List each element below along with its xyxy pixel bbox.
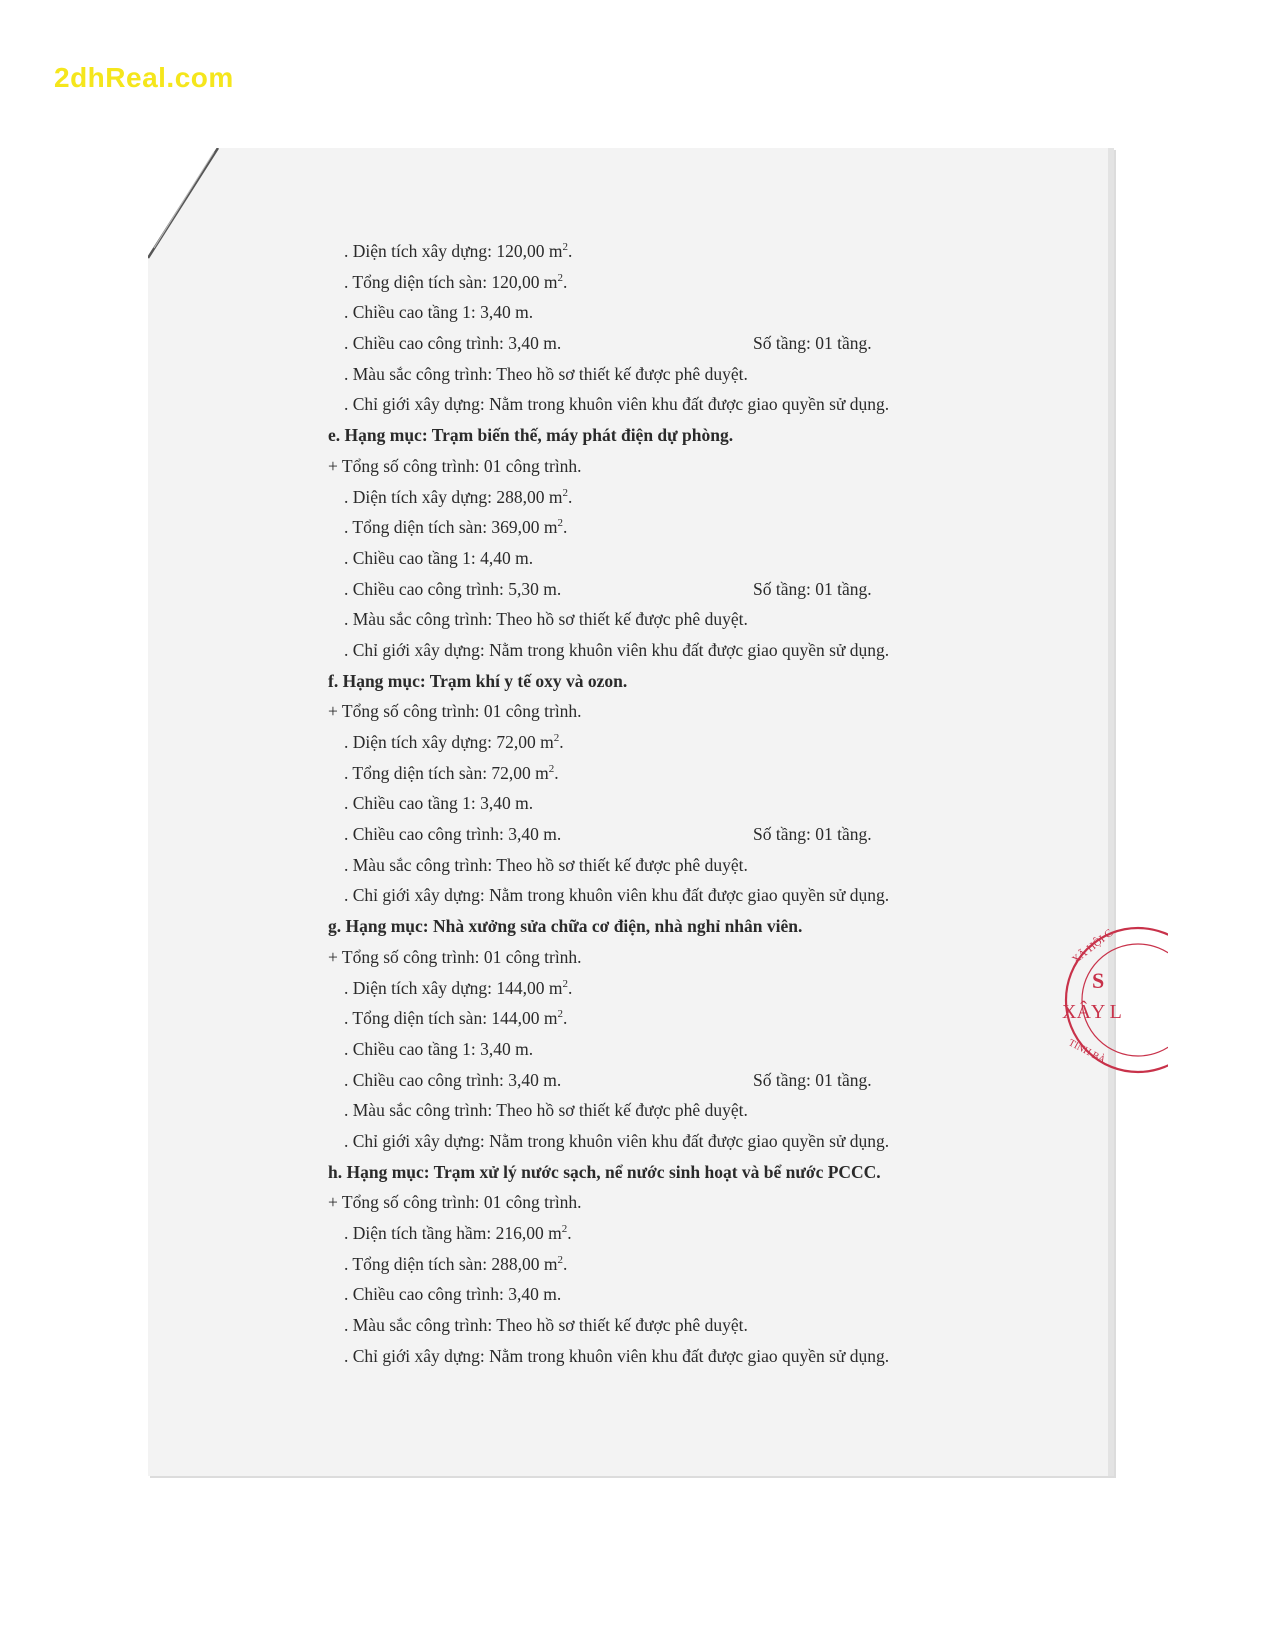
unit-superscript: 2 [553, 732, 560, 745]
spec-text: . Chỉ giới xây dựng: Nằm trong khuôn viên khu đất được giao quyền sử dụng. [344, 1345, 890, 1366]
unit-superscript: 2 [562, 486, 568, 499]
spec-line [328, 973, 1028, 1004]
stamp-letter: S [1092, 968, 1105, 993]
spec-text: . Tổng diện tích sàn: 144,00 m [344, 1008, 558, 1029]
spec-line [328, 1279, 1028, 1310]
document-body [328, 236, 1028, 1371]
stamp-text-mid: XÂY L [1062, 1001, 1122, 1023]
stamp-text-top: XÃ HỘI C [1069, 927, 1116, 967]
unit-superscript: 2 [561, 1223, 568, 1236]
spec-line [328, 1034, 1028, 1065]
section-total-count: + Tổng số công trình: 01 công trình. [328, 1192, 582, 1213]
unit-superscript: 2 [557, 1008, 564, 1021]
unit-superscript: 2 [557, 1253, 564, 1266]
spec-text: . Màu sắc công trình: Theo hồ sơ thiết kế được phê duyệt. [344, 363, 748, 384]
unit-superscript: 2 [557, 271, 564, 284]
spec-line [328, 1218, 1028, 1249]
spec-line [328, 1341, 1028, 1372]
unit-superscript: 2 [557, 517, 564, 530]
spec-text: . Chỉ giới xây dựng: Nằm trong khuôn viên khu đất được giao quyền sử dụng. [344, 885, 890, 906]
spec-text: . Màu sắc công trình: Theo hồ sơ thiết kế được phê duyệt. [344, 609, 748, 630]
spec-line [328, 788, 1028, 819]
section-heading: h. Hạng mục: Trạm xử lý nước sạch, nể nước sinh hoạt và bể nước PCCC. [328, 1161, 881, 1182]
spec-text: . Tổng diện tích sàn: 120,00 m [344, 271, 558, 292]
section-heading: f. Hạng mục: Trạm khí y tế oxy và ozon. [328, 670, 628, 691]
spec-line [328, 1126, 1028, 1157]
spec-text: . Màu sắc công trình: Theo hồ sơ thiết kế được phê duyệt. [344, 854, 748, 875]
line-end-punct: . [554, 762, 559, 783]
unit-superscript: 2 [548, 762, 555, 775]
spec-text: . Chỉ giới xây dựng: Nằm trong khuôn viên khu đất được giao quyền sử dụng. [344, 639, 890, 660]
spec-line [328, 604, 1028, 635]
spec-line [328, 543, 1028, 574]
spec-text: . Màu sắc công trình: Theo hồ sơ thiết kế được phê duyệt. [344, 1315, 748, 1336]
spec-line [328, 482, 1028, 513]
spec-text: . Chiều cao công trình: 3,40 m. [344, 824, 562, 845]
spec-line [328, 236, 1028, 267]
spec-text: . Chiều cao tầng 1: 3,40 m. [344, 302, 534, 323]
spec-line [328, 1249, 1028, 1280]
line-end-punct: . [563, 1253, 568, 1274]
section-total-count: + Tổng số công trình: 01 công trình. [328, 455, 582, 476]
spec-text: . Tổng diện tích sàn: 72,00 m [344, 762, 549, 783]
floor-count: Số tầng: 01 tầng. [753, 578, 872, 599]
line-end-punct: . [567, 1223, 572, 1243]
spec-text: . Chiều cao công trình: 3,40 m. [344, 1284, 562, 1305]
spec-text: . Chiều cao công trình: 3,40 m. [344, 1069, 562, 1090]
line-end-punct: . [568, 241, 573, 261]
spec-text: . Chiều cao tầng 1: 3,40 m. [344, 793, 534, 814]
spec-line [328, 1065, 1028, 1096]
spec-text: . Chiều cao tầng 1: 3,40 m. [344, 1038, 534, 1059]
line-end-punct: . [563, 517, 568, 538]
page-edge-shadow [1108, 148, 1114, 1476]
spec-line [328, 758, 1028, 789]
spec-line [328, 880, 1028, 911]
stamp-text-bottom: TỈNH BÀ [1066, 1037, 1108, 1067]
unit-superscript: 2 [562, 977, 568, 990]
section-heading: g. Hạng mục: Nhà xưởng sửa chữa cơ điện, nhà nghỉ nhân viên. [328, 916, 803, 937]
site-watermark: 2dhReal.com [54, 62, 234, 93]
spec-text: . Diện tích xây dựng: 72,00 m [344, 732, 554, 752]
spec-line [328, 359, 1028, 390]
spec-line [328, 297, 1028, 328]
section-heading: e. Hạng mục: Trạm biến thế, máy phát điện dự phòng. [328, 425, 734, 446]
spec-line [328, 1310, 1028, 1341]
spec-line [328, 328, 1028, 359]
spec-line [328, 389, 1028, 420]
spec-line [328, 1095, 1028, 1126]
spec-text: . Chiều cao công trình: 5,30 m. [344, 578, 562, 599]
spec-text: . Màu sắc công trình: Theo hồ sơ thiết kế được phê duyệt. [344, 1100, 748, 1121]
spec-line [328, 512, 1028, 543]
floor-count: Số tầng: 01 tầng. [753, 1069, 872, 1090]
unit-superscript: 2 [562, 241, 568, 254]
line-end-punct: . [559, 732, 564, 752]
spec-line [328, 819, 1028, 850]
spec-line [328, 267, 1028, 298]
corner-fold-mark [148, 148, 228, 268]
spec-line [328, 850, 1028, 881]
spec-text: . Diện tích xây dựng: 144,00 m [344, 977, 563, 998]
spec-text: . Chỉ giới xây dựng: Nằm trong khuôn viên khu đất được giao quyền sử dụng. [344, 1130, 890, 1151]
spec-line [328, 727, 1028, 758]
spec-text: . Diện tích xây dựng: 288,00 m [344, 486, 563, 507]
line-end-punct: . [568, 977, 573, 998]
line-end-punct: . [563, 1008, 568, 1029]
section-total-count: + Tổng số công trình: 01 công trình. [328, 701, 582, 722]
floor-count: Số tầng: 01 tầng. [753, 333, 872, 354]
line-end-punct: . [568, 486, 573, 507]
official-red-stamp [1058, 920, 1168, 1080]
spec-text: . Tổng diện tích sàn: 369,00 m [344, 517, 558, 538]
floor-count: Số tầng: 01 tầng. [753, 824, 872, 845]
spec-line [328, 1003, 1028, 1034]
scanned-page [148, 148, 1114, 1476]
spec-text: . Tổng diện tích sàn: 288,00 m [344, 1253, 558, 1274]
spec-line [328, 635, 1028, 666]
spec-text: . Chiều cao công trình: 3,40 m. [344, 333, 562, 354]
spec-text: . Diện tích xây dựng: 120,00 m [344, 241, 563, 261]
spec-text: . Chiều cao tầng 1: 4,40 m. [344, 547, 534, 568]
spec-text: . Diện tích tầng hầm: 216,00 m [344, 1223, 562, 1243]
line-end-punct: . [563, 271, 568, 292]
spec-text: . Chỉ giới xây dựng: Nằm trong khuôn viên khu đất được giao quyền sử dụng. [344, 394, 890, 415]
section-total-count: + Tổng số công trình: 01 công trình. [328, 946, 582, 967]
spec-line [328, 574, 1028, 605]
